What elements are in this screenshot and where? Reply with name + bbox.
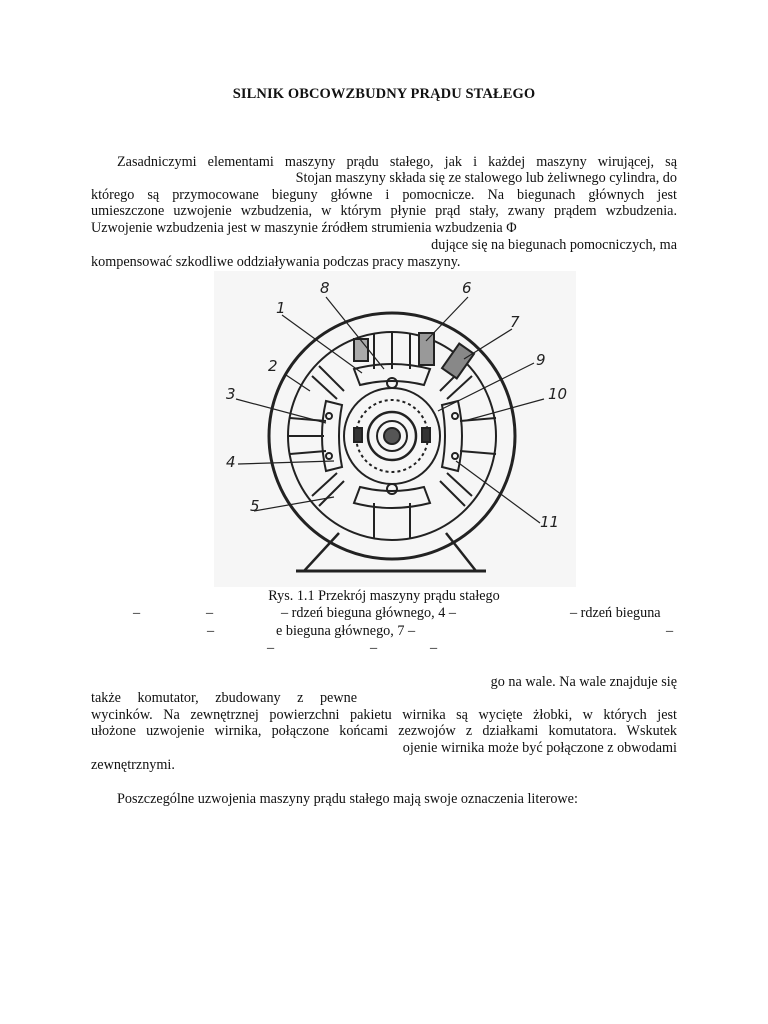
para2-line1: go na wale. Na wale znajduje się — [490, 674, 677, 690]
legend-dash-9: – — [370, 640, 378, 656]
label-1: 1 — [276, 299, 286, 317]
para2-line6: zewnętrznymi. — [91, 757, 175, 773]
label-7: 7 — [510, 313, 520, 331]
para2-line3: wycinków. Na zewnętrznej powierzchni pakietu wirnika są wycięte żłobki, w których jest — [91, 707, 677, 723]
machine-cross-section-figure — [214, 271, 576, 587]
para1-line5: Uzwojenie wzbudzenia jest w maszynie źródłem strumienia wzbudzenia Φ — [91, 220, 517, 236]
label-2: 2 — [268, 357, 278, 375]
label-5: 5 — [250, 497, 260, 515]
para1-line3: którego są przymocowane bieguny główne i pomocnicze. Na biegunach głównych jest — [91, 187, 677, 203]
label-3: 3 — [226, 385, 236, 403]
machine-diagram — [214, 271, 576, 587]
para2-line4: ułożone uzwojenie wirnika, połączone końcami zezwojów z działkami komutatora. Wskutek — [91, 723, 677, 739]
label-9: 9 — [536, 351, 546, 369]
para3-line1: Poszczególne uzwojenia maszyny prądu stałego mają swoje oznaczenia literowe: — [117, 791, 578, 807]
legend-item-7: e bieguna głównego, 7 – — [276, 623, 416, 639]
legend-dash-10: – — [430, 640, 438, 656]
legend-item-3-4: – rdzeń bieguna głównego, 4 – — [281, 605, 456, 621]
para1-line7: kompensować szkodliwe oddziaływania podczas pracy maszyny. — [91, 254, 461, 270]
legend-item-core: – rdzeń bieguna — [570, 605, 661, 621]
para1-line1: Zasadniczymi elementami maszyny prądu stałego, jak i każdej maszyny wirującej, są — [117, 154, 677, 170]
legend-dash-5: – — [207, 623, 215, 639]
para2-line5: ojenie wirnika może być połączone z obwodami — [402, 740, 677, 756]
document-title: SILNIK OBCOWZBUDNY PRĄDU STAŁEGO — [232, 86, 536, 102]
label-10: 10 — [548, 385, 568, 403]
legend-dash-2: – — [206, 605, 214, 621]
para1-line4: umieszczone uzwojenie wzbudzenia, w którym płynie prąd stały, zwany prądem wzbudzenia. — [91, 203, 677, 219]
para1-line6: dujące się na biegunach pomocniczych, ma — [431, 237, 677, 253]
para1-line2: Stojan maszyny składa się ze stalowego lub żeliwnego cylindra, do — [295, 170, 677, 186]
label-4: 4 — [226, 453, 236, 471]
legend-dash-1: – — [133, 605, 141, 621]
legend-dash-7: – — [666, 623, 674, 639]
legend-dash-8: – — [267, 640, 275, 656]
figure-caption: Rys. 1.1 Przekrój maszyny prądu stałego — [268, 588, 500, 604]
label-11: 11 — [540, 513, 560, 531]
para2-line2: także komutator, zbudowany z pewne — [91, 690, 357, 706]
label-8: 8 — [320, 279, 330, 297]
label-6: 6 — [462, 279, 472, 297]
